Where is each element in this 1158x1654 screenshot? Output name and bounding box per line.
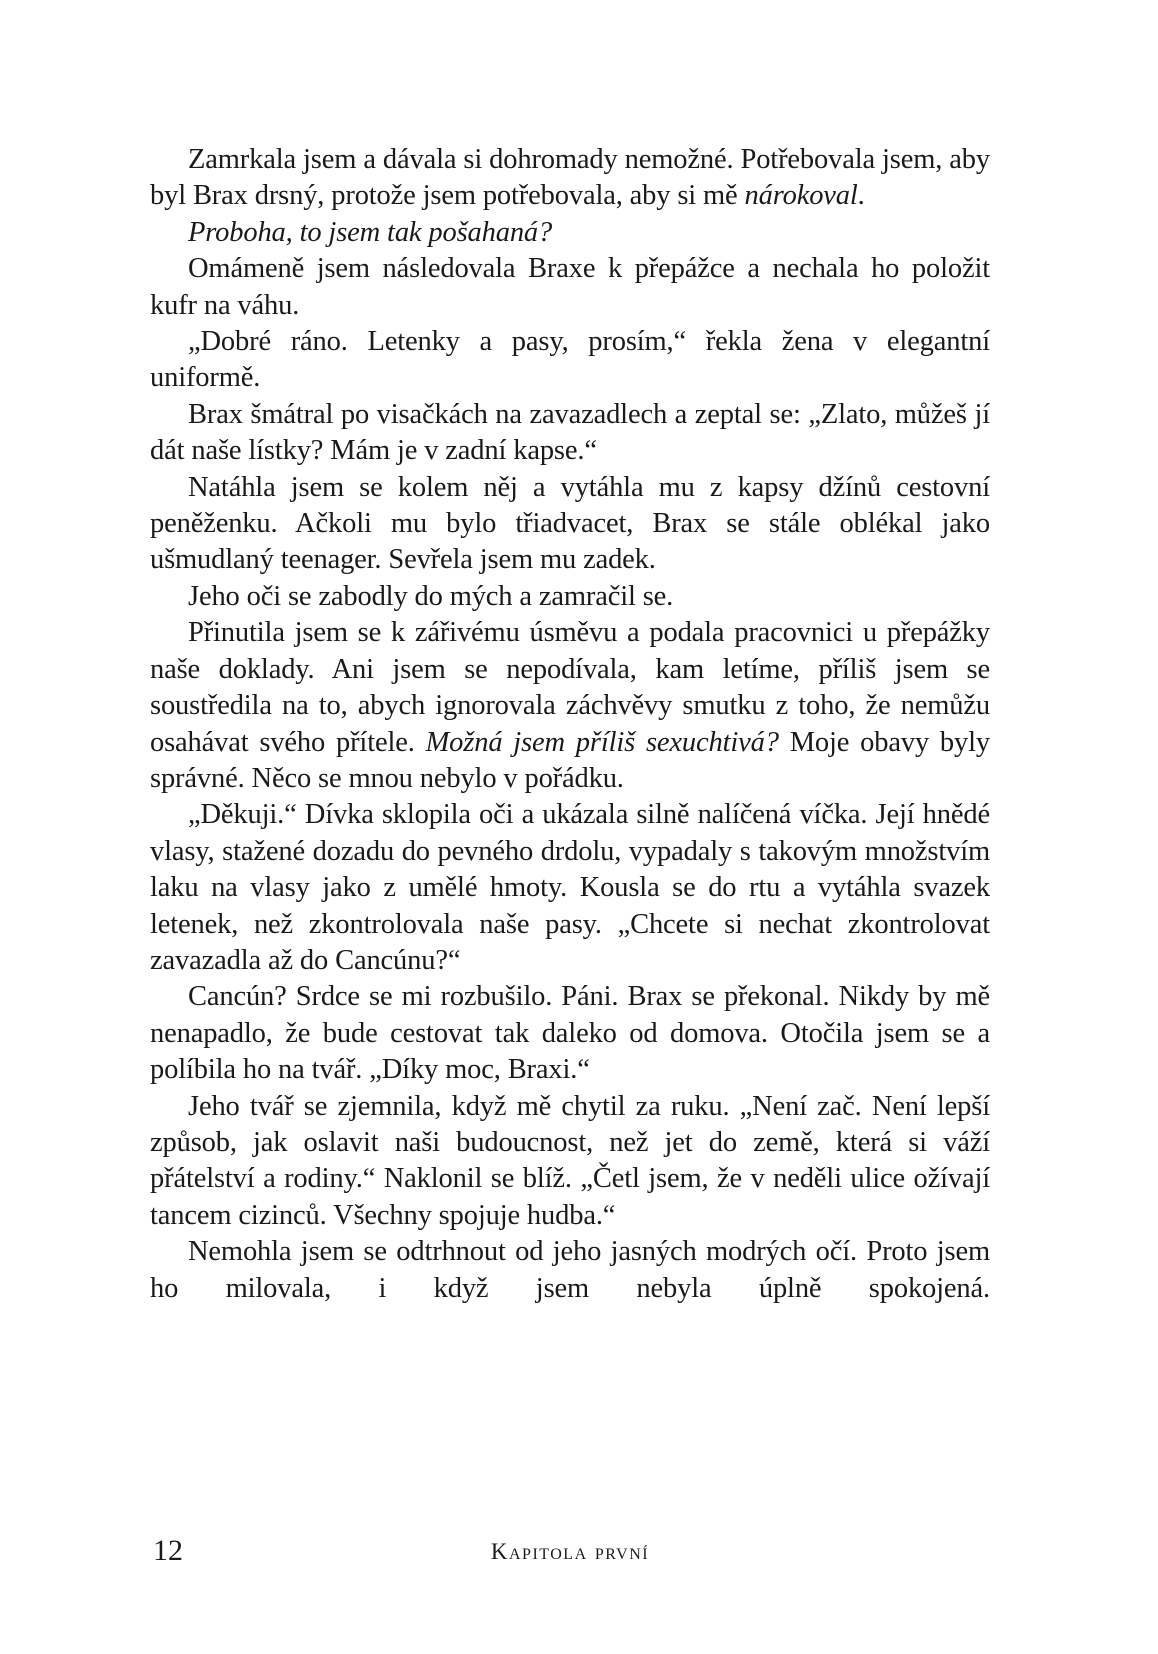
italic-text-span: nárokoval (744, 180, 858, 212)
paragraph (150, 324, 990, 397)
page-footer (150, 1533, 990, 1569)
text-span: Moje obavy byly správné. Něco se mnou nebylo v pořádku. (150, 726, 991, 794)
paragraph (150, 470, 990, 579)
paragraph (150, 797, 990, 979)
paragraph (150, 615, 990, 797)
text-span: Cancún? Srdce se mi rozbušilo. Páni. Brax se překonal. Nikdy by mě nenapadlo, že bude cestovat tak daleko od domova. Otočila jsem se a políbila ho na tvář. „Díky moc, Braxi.“ (150, 981, 990, 1086)
paragraph (150, 979, 990, 1088)
text-span: Zamrkala jsem a dávala si dohromady nemožné. Potřebovala jsem, aby byl Brax drsný, protože jsem potřebovala, aby si mě (150, 144, 990, 212)
text-span: „Dobré ráno. Letenky a pasy, prosím,“ řekla žena v elegantní uniformě. (150, 326, 990, 394)
paragraph (150, 251, 990, 324)
paragraph (150, 142, 990, 215)
page-number: 12 (153, 1534, 183, 1567)
paragraph (150, 1234, 990, 1307)
italic-text-span: Možná jsem příliš sexuchtivá? (425, 726, 779, 758)
text-span: Přinutila jsem se k zářivému úsměvu a podala pracovnici u přepážky naše doklady. Ani jsem se nepodívala, kam letíme, příliš jsem se soustředila na to, abych ignorovala záchvěvy smutku z toho, že nemůžu osahávat svého přítele. (150, 617, 990, 758)
running-head-chapter-title: Kapitola první (490, 1539, 650, 1564)
text-span: Omámeně jsem následovala Braxe k přepážce a nechala ho položit kufr na váhu. (150, 253, 990, 321)
text-span: Natáhla jsem se kolem něj a vytáhla mu z kapsy džínů cestovní peněženku. Ačkoli mu bylo třiadvacet, Brax se stále oblékal jako ušmudlaný teenager. Sevřela jsem mu zadek. (150, 471, 990, 576)
italic-text-span: Proboha, to jsem tak pošahaná? (188, 216, 553, 248)
paragraph (150, 579, 990, 615)
body-text (150, 142, 990, 1307)
text-span: . (857, 180, 865, 212)
paragraph (150, 397, 990, 470)
text-span: „Děkuji.“ Dívka sklopila oči a ukázala silně nalíčená víčka. Její hnědé vlasy, stažené dozadu do pevného drdolu, vypadaly s takovým množstvím laku na vlasy jako z umělé hmoty. Kousla se do rtu a vytáhla svazek letenek, než zkontrolovala naše pasy. „Chcete si nechat zkontrolovat zavazadla až do Cancúnu?“ (150, 799, 990, 976)
text-span: Nemohla jsem se odtrhnout od jeho jasných modrých očí. Proto jsem ho milovala, i když jsem nebyla úplně spokojená. (150, 1236, 990, 1304)
text-span: Jeho tvář se zjemnila, když mě chytil za ruku. „Není zač. Není lepší způsob, jak oslavit naši budoucnost, než jet do země, která si váží přátelství a rodiny.“ Naklonil se blíž. „Četl jsem, že v neděli ulice ožívají tancem cizinců. Všechny spojuje hudba.“ (150, 1090, 990, 1231)
paragraph (150, 215, 990, 251)
text-span: Jeho oči se zabodly do mých a zamračil se. (188, 580, 674, 612)
text-span: Brax šmátral po visačkách na zavazadlech a zeptal se: „Zlato, můžeš jí dát naše lístky? Mám je v zadní kapse.“ (150, 398, 990, 467)
paragraph (150, 1089, 990, 1235)
